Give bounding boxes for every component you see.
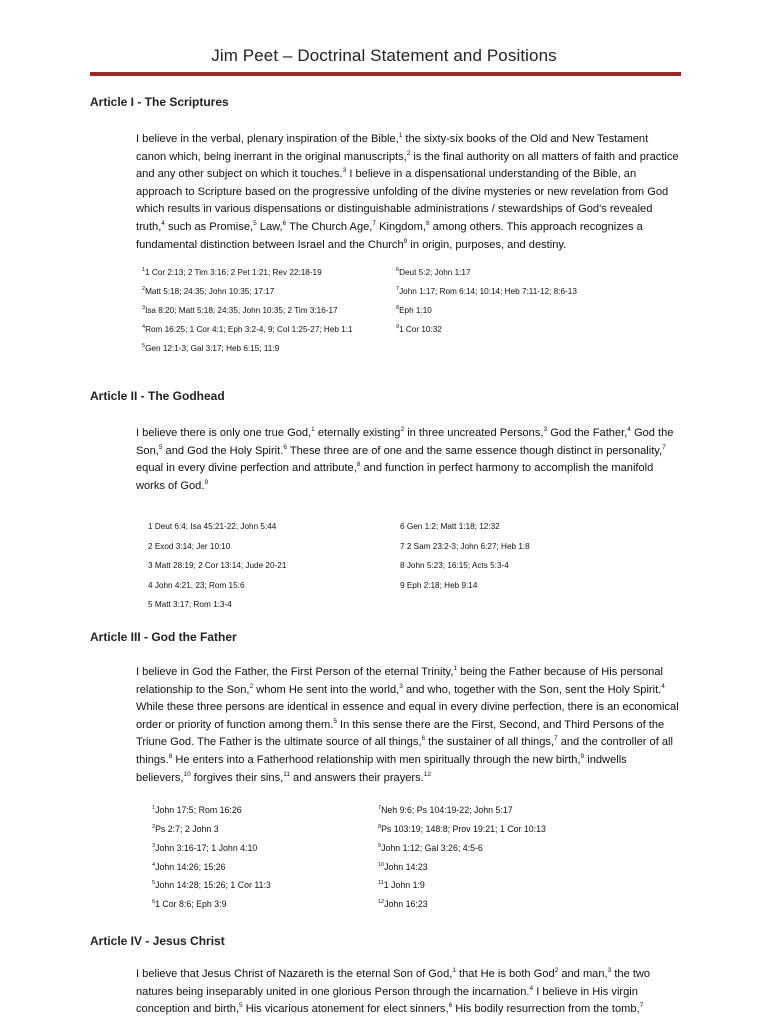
- footnote-reference: Isa 8:20; Matt 5:18; 24:35; John 10:35; 2 Tim 3:16-17: [145, 306, 338, 316]
- footnote-reference: John 1:17; Rom 6:14; 10:14; Heb 7:11-12; 8:6-13: [399, 287, 577, 297]
- footnote-marker: 7: [554, 735, 558, 743]
- footnotes-left: [142, 263, 353, 358]
- body-text: forgives their sins,: [190, 771, 284, 784]
- footnote-marker: 2: [406, 149, 411, 157]
- footnote-reference: 4 John 4:21, 23; Rom 15:6: [148, 580, 245, 590]
- footnote-marker: 1: [311, 426, 315, 433]
- footnote-marker: 7: [662, 443, 666, 451]
- body-text: the sustainer of all things,: [425, 736, 555, 749]
- article-body: [90, 131, 680, 254]
- footnote-marker: 8: [168, 752, 173, 760]
- body-text: These three are of one and the same essence though distinct in personality,: [286, 444, 663, 457]
- footnote-reference: John 1:12; Gal 3:26; 4:5-6: [381, 842, 483, 853]
- footnote-marker: 5: [333, 717, 337, 725]
- footnote-item: [152, 858, 271, 877]
- footnote-number: 2: [152, 823, 156, 830]
- body-text: The Church Age,: [286, 220, 373, 233]
- footnote-number: 5: [142, 343, 146, 350]
- footnote-item: [142, 320, 353, 339]
- footnote-number: 9: [378, 842, 382, 849]
- body-text: He enters into a Fatherhood relationship with men spiritually through the new birth,: [172, 753, 581, 766]
- body-text: Law,: [256, 220, 283, 233]
- footnote-item: [396, 263, 577, 282]
- article-1: [90, 95, 680, 358]
- body-text: and the controller of all things.: [136, 736, 673, 766]
- footnotes: [148, 517, 680, 612]
- footnote-reference: Matt 5:18; 24:35; John 10:35; 17:17: [145, 287, 275, 297]
- footnote-item: [142, 301, 353, 320]
- body-text: I believe that Jesus Christ of Nazareth is the eternal Son of God,: [136, 968, 453, 980]
- body-text: in origin, purposes, and destiny.: [407, 238, 567, 251]
- footnote-marker: 10: [183, 770, 191, 778]
- footnote-item: [142, 263, 353, 282]
- footnote-item: [152, 876, 271, 895]
- footnote-reference: 1 Cor 10:32: [399, 325, 442, 335]
- footnote-marker: 5: [158, 443, 163, 451]
- footnote-reference: Ps 2:7; 2 John 3: [155, 823, 219, 834]
- footnote-item: [400, 517, 530, 537]
- footnote-number: 11: [378, 880, 384, 887]
- footnote-marker: 3: [543, 426, 548, 433]
- footnote-marker: 9: [204, 478, 209, 486]
- footnote-number: 6: [152, 899, 156, 906]
- footnote-marker: 4: [161, 219, 165, 227]
- title-rule: [90, 72, 681, 76]
- footnote-number: 10: [378, 861, 385, 868]
- footnote-item: [400, 537, 530, 557]
- footnote-reference: 3 Matt 28:19; 2 Cor 13:14; Jude 20-21: [148, 561, 287, 571]
- footnote-item: [396, 301, 577, 320]
- footnote-marker: 1: [452, 967, 456, 974]
- footnote-item: [152, 895, 271, 914]
- footnote-reference: John 14:28; 15:26; 1 Cor 11:3: [155, 880, 271, 891]
- body-text: indwells believers,: [136, 753, 627, 784]
- body-text: in three uncreated Persons,: [404, 427, 544, 439]
- footnotes: [142, 263, 680, 358]
- footnote-marker: 1: [453, 665, 457, 672]
- footnote-marker: 9: [580, 752, 585, 760]
- footnote-number: 4: [152, 861, 156, 868]
- body-text: While these three persons are identical in essence and equal in every divine perfection, there is an economical order or priority of function among them.: [136, 701, 679, 731]
- footnote-number: 3: [142, 305, 146, 312]
- body-text: eternally existing: [314, 427, 401, 439]
- body-text: I believe in a dispensational understanding of the Bible, an approach to Scripture based on the progressive unfolding of the divine mysteries or new revelation from God which results in various dispensations or distinguishable administrations / stewardships of God's revealed truth,: [136, 168, 669, 233]
- footnote-reference: Ps 103:19; 148:8; Prov 19:21; 1 Cor 10:13: [381, 823, 546, 834]
- footnote-marker: 2: [249, 682, 254, 690]
- footnote-number: 8: [396, 305, 400, 312]
- footnote-reference: John 14:26; 15:26: [155, 861, 226, 872]
- footnote-number: 9: [396, 324, 400, 331]
- footnote-marker: 7: [372, 219, 376, 227]
- footnote-marker: 4: [627, 426, 631, 433]
- footnote-item: [152, 801, 271, 820]
- footnote-reference: 1 John 1:9: [383, 880, 425, 891]
- body-text: equal in every divine perfection and attribute,: [136, 462, 357, 475]
- document-title: Jim Peet – Doctrinal Statement and Positions: [211, 46, 557, 65]
- article-heading: Article II - The Godhead: [90, 389, 225, 403]
- body-text: and God the Holy Spirit.: [162, 444, 284, 457]
- body-text: and answers their prayers.: [289, 771, 424, 784]
- footnote-number: 6: [396, 267, 400, 274]
- body-text: among others. This approach recognizes a fundamental distinction between Israel and the Church: [136, 220, 643, 251]
- article-body: [90, 966, 680, 1019]
- footnote-marker: 1: [398, 132, 403, 139]
- body-text: I believe in God the Father, the First Person of the eternal Trinity,: [136, 666, 454, 678]
- footnote-marker: 3: [607, 967, 612, 974]
- footnote-marker: 8: [425, 219, 430, 227]
- body-text: In this sense there are the First, Second, and Third Persons of the Triune God. The Father is the ultimate source of all things,: [136, 718, 665, 749]
- footnote-reference: Rom 16:25; 1 Cor 4:1; Eph 3:2-4, 9; Col 1:25-27; Heb 1:1: [145, 325, 353, 335]
- footnote-reference: 7 2 Sam 23:2-3; John 6:27; Heb 1:8: [400, 541, 530, 551]
- body-text: Kingdom,: [376, 220, 426, 233]
- footnote-reference: 2 Exod 3:14; Jer 10:10: [148, 541, 231, 551]
- footnote-marker: 3: [342, 167, 347, 175]
- body-text: is the final authority on all matters of faith and practice and any other subject on which it touches.: [136, 150, 679, 181]
- footnote-marker: 8: [356, 461, 361, 469]
- article-heading: Article III - God the Father: [90, 630, 237, 644]
- footnote-item: [152, 820, 271, 839]
- body-text: the sixty-six books of the Old and New Testament canon which, being inerrant in the original manuscripts,: [136, 133, 649, 163]
- footnotes-right: [396, 263, 577, 339]
- footnote-item: [148, 576, 286, 596]
- footnote-marker: 4: [661, 682, 665, 690]
- body-text: and who, together with the Son, sent the Holy Spirit.: [402, 683, 662, 696]
- footnote-reference: 1 Deut 6:4; Isa 45:21-22; John 5:44: [148, 522, 277, 532]
- article-body: [90, 664, 680, 787]
- footnote-item: [378, 876, 546, 895]
- footnote-reference: John 3:16-17; 1 John 4:10: [155, 842, 258, 853]
- footnote-reference: Neh 9:6; Ps 104:19-22; John 5:17: [381, 805, 513, 816]
- footnotes-left: [152, 801, 271, 914]
- footnote-item: [148, 537, 286, 557]
- footnote-marker: 12: [423, 770, 431, 778]
- footnote-number: 7: [378, 805, 382, 812]
- footnote-number: 4: [142, 324, 146, 331]
- footnote-item: [148, 517, 286, 537]
- article-body: [90, 425, 680, 495]
- footnote-item: [152, 839, 271, 858]
- footnote-marker: 5: [239, 1002, 243, 1010]
- footnote-marker: 6: [282, 219, 287, 227]
- footnotes-right: [378, 801, 546, 914]
- footnote-number: 3: [152, 842, 156, 849]
- footnote-reference: 5 Matt 3:17; Rom 1:3-4: [148, 600, 232, 610]
- footnote-item: [378, 820, 546, 839]
- footnote-item: [142, 282, 353, 301]
- footnote-reference: Eph 1:10: [399, 306, 432, 316]
- footnote-reference: 8 John 5:23; 16:15; Acts 5:3-4: [400, 561, 509, 571]
- footnote-marker: 5: [253, 219, 257, 227]
- footnote-item: [378, 858, 546, 877]
- body-text: whom He sent into the world,: [253, 683, 400, 696]
- footnote-marker: 2: [400, 426, 405, 433]
- footnote-reference: 1 Cor 2:13; 2 Tim 3:16; 2 Pet 1:21; Rev 22:18-19: [145, 268, 322, 278]
- footnote-reference: 1 Cor 8:6; Eph 3:9: [155, 899, 227, 910]
- body-text: the two natures being inseparably united in one glorious Person through the incarnation.: [136, 968, 651, 998]
- footnote-item: [378, 839, 546, 858]
- footnote-number: 8: [378, 823, 382, 830]
- body-text: I believe in the verbal, plenary inspiration of the Bible,: [136, 133, 399, 145]
- footnote-item: [396, 320, 577, 339]
- footnote-marker: 11: [283, 770, 290, 778]
- article-heading: Article I - The Scriptures: [90, 95, 229, 109]
- footnote-marker: 6: [448, 1002, 453, 1010]
- footnote-item: [148, 595, 286, 615]
- body-text: I believe in His virgin conception and birth,: [136, 985, 638, 1016]
- article-2: [90, 389, 680, 612]
- footnote-number: 7: [396, 286, 400, 293]
- article-4: [90, 934, 680, 1019]
- body-text: and function in perfect harmony to accomplish the manifold works of God.: [136, 462, 654, 492]
- footnote-item: [400, 556, 530, 576]
- article-3: [90, 630, 680, 913]
- body-text: God the Son,: [136, 427, 674, 457]
- footnote-reference: John 17:5; Rom 16:26: [155, 805, 242, 816]
- footnote-marker: 9: [403, 237, 408, 245]
- article-heading: Article IV - Jesus Christ: [90, 934, 225, 948]
- body-text: such as Promise,: [164, 220, 254, 233]
- footnote-marker: 4: [529, 984, 534, 992]
- body-text: being the Father because of His personal relationship to the Son,: [136, 666, 663, 696]
- footnote-item: [396, 282, 577, 301]
- footnote-reference: John 16:23: [384, 899, 428, 910]
- footnote-item: [148, 556, 286, 576]
- footnote-reference: 6 Gen 1:2; Matt 1:18; 12:32: [400, 522, 500, 532]
- footnote-marker: 6: [421, 735, 426, 743]
- footnote-item: [400, 576, 530, 596]
- footnote-marker: 2: [554, 967, 559, 974]
- footnotes-right: [400, 517, 530, 595]
- footnote-reference: 9 Eph 2:18; Heb 9:14: [400, 580, 478, 590]
- footnotes-left: [148, 517, 286, 615]
- footnote-number: 5: [152, 880, 156, 887]
- footnote-item: [378, 895, 546, 914]
- footnote-marker: 3: [399, 682, 403, 690]
- body-text: God the Father,: [547, 427, 628, 439]
- footnotes: [152, 801, 680, 913]
- footnote-item: [142, 339, 353, 358]
- body-text: His vicarious atonement for elect sinners,: [242, 1003, 449, 1016]
- footnote-marker: 6: [283, 443, 287, 451]
- body-text: I believe there is only one true God,: [136, 427, 312, 439]
- footnote-number: 12: [378, 899, 385, 906]
- footnote-number: 1: [142, 267, 146, 274]
- footnote-number: 2: [142, 286, 146, 293]
- body-text: His bodily resurrection from the tomb,: [452, 1003, 640, 1016]
- footnote-item: [378, 801, 546, 820]
- footnote-reference: Deut 5:2; John 1:17: [399, 268, 471, 278]
- footnote-reference: John 14:23: [384, 861, 428, 872]
- footnote-marker: 7: [639, 1002, 644, 1010]
- body-text: and man,: [558, 968, 608, 980]
- footnote-number: 1: [152, 805, 156, 812]
- footnote-reference: Gen 12:1-3; Gal 3:17; Heb 6:15; 11:9: [145, 344, 280, 354]
- body-text: that He is both God: [455, 968, 555, 980]
